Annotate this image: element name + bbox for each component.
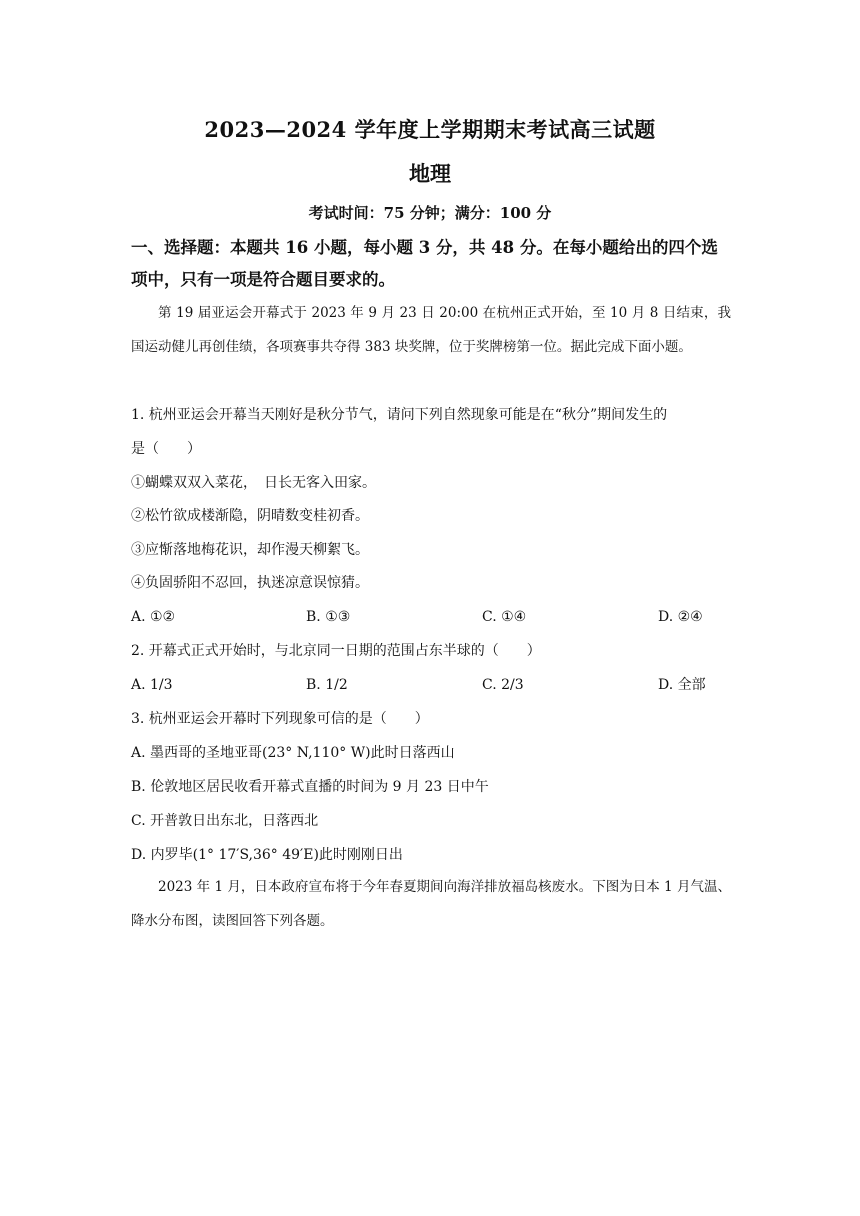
q1-stem-line2: 是（ ） xyxy=(131,441,201,457)
q3-option-c: C. 开普敦日出东北，日落西北 xyxy=(131,813,319,829)
q1-item-3: ③应惭落地梅花识，却作漫天柳絮飞。 xyxy=(131,542,369,558)
q3-option-b: B. 伦敦地区居民收看开幕式直播的时间为 9 月 23 日中午 xyxy=(131,779,489,795)
q3-stem: 3. 杭州亚运会开幕时下列现象可信的是（ ） xyxy=(131,711,429,727)
q2-option-d: D. 全部 xyxy=(658,677,706,693)
exam-info: 考试时间：75 分钟；满分：100 分 xyxy=(308,204,552,222)
q1-stem-line1: 1. 杭州亚运会开幕当天刚好是秋分节气，请问下列自然现象可能是在“秋分”期间发生的 xyxy=(131,407,668,423)
subject-title: 地理 xyxy=(409,161,451,186)
exam-title: 2023—2024 学年度上学期期末考试高三试题 xyxy=(204,117,656,142)
section-heading: 一、选择题：本题共 16 小题，每小题 3 分，共 48 分。在每小题给出的四个选项中，只有一项是符合题目要求的。 xyxy=(131,238,718,289)
q1-item-2: ②松竹欲成楼渐隐，阴晴数变桂初香。 xyxy=(131,508,369,524)
q1-option-b: B. ①③ xyxy=(306,609,351,625)
q3-option-d: D. 内罗毕(1° 17′S,36° 49′E)此时刚刚日出 xyxy=(131,847,403,863)
q1-item-4: ④负固骄阳不忍回，执迷凉意误惊猜。 xyxy=(131,575,369,591)
passage-japan: 2023 年 1 月，日本政府宣布将于今年春夏期间向海洋排放福岛核废水。下图为日本 1 月气温、降水分布图，读图回答下列各题。 xyxy=(131,879,731,929)
q2-option-c: C. 2/3 xyxy=(482,677,524,693)
q1-option-a: A. ①② xyxy=(131,609,176,625)
q2-option-a: A. 1/3 xyxy=(131,677,173,693)
q2-option-b: B. 1/2 xyxy=(306,677,348,693)
q2-stem: 2. 开幕式正式开始时，与北京同一日期的范围占东半球的（ ） xyxy=(131,643,541,659)
q3-option-a: A. 墨西哥的圣地亚哥(23° N,110° W)此时日落西山 xyxy=(131,745,455,761)
q1-item-1: ①蝴蝶双双入菜花， 日长无客入田家。 xyxy=(131,475,376,491)
q1-option-d: D. ②④ xyxy=(658,609,703,625)
q1-option-c: C. ①④ xyxy=(482,609,527,625)
passage-asian-games: 第 19 届亚运会开幕式于 2023 年 9 月 23 日 20:00 在杭州正式开始，至 10 月 8 日结束，我国运动健儿再创佳绩，各项赛事共夺得 383 块奖牌，位于奖牌榜第一位。据此完成下面小题。 xyxy=(131,305,731,355)
